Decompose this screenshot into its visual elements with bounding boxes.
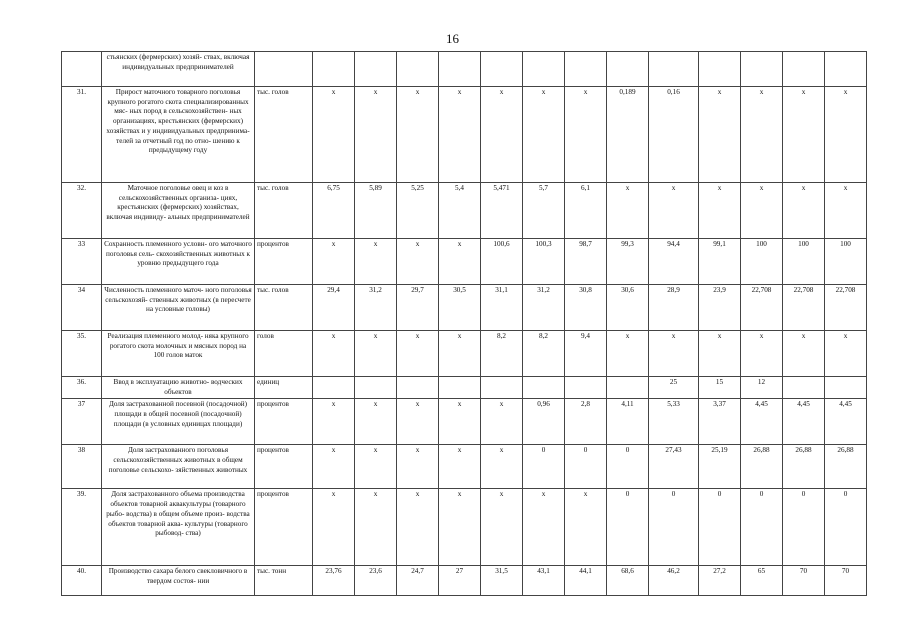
value-cell: x xyxy=(397,87,439,183)
value-cell xyxy=(439,377,481,399)
value-cell: x xyxy=(649,331,699,377)
value-cell: x xyxy=(565,489,607,566)
page-number: 16 xyxy=(446,31,459,46)
value-cell: 24,7 xyxy=(397,566,439,596)
value-cell xyxy=(607,52,649,87)
value-cell: 65 xyxy=(741,566,783,596)
value-cell: 0 xyxy=(825,489,867,566)
value-cell: 25 xyxy=(649,377,699,399)
value-cell: x xyxy=(397,445,439,489)
value-cell: 29,7 xyxy=(397,285,439,331)
row-number-cell: 37 xyxy=(62,399,102,445)
value-cell: 0 xyxy=(523,445,565,489)
value-cell: x xyxy=(699,87,741,183)
value-cell xyxy=(741,52,783,87)
value-cell xyxy=(649,52,699,87)
value-cell: 31,2 xyxy=(355,285,397,331)
table-row xyxy=(62,331,867,377)
value-cell: 29,4 xyxy=(313,285,355,331)
value-cell: x xyxy=(313,445,355,489)
unit-cell: единиц xyxy=(255,377,313,399)
value-cell: 3,37 xyxy=(699,399,741,445)
value-cell: 26,88 xyxy=(783,445,825,489)
value-cell: x xyxy=(397,331,439,377)
table-row xyxy=(62,445,867,489)
value-cell xyxy=(397,377,439,399)
value-cell: x xyxy=(523,87,565,183)
value-cell: 26,88 xyxy=(741,445,783,489)
unit-cell: процентов xyxy=(255,445,313,489)
value-cell xyxy=(355,52,397,87)
value-cell: 23,76 xyxy=(313,566,355,596)
value-cell: x xyxy=(397,489,439,566)
row-number-cell: 33 xyxy=(62,239,102,285)
value-cell: 9,4 xyxy=(565,331,607,377)
indicator-name-cell: Производство сахара белого свекловичного в твердом состоя- нии xyxy=(102,566,255,596)
value-cell: 4,45 xyxy=(783,399,825,445)
value-cell: x xyxy=(481,445,523,489)
value-cell: 0 xyxy=(741,489,783,566)
value-cell: 0,96 xyxy=(523,399,565,445)
indicator-name-cell: Реализация племенного молод- няка крупного рогатого скота молочных и мясных пород на 100 голов маток xyxy=(102,331,255,377)
value-cell: 99,1 xyxy=(699,239,741,285)
value-cell: x xyxy=(439,445,481,489)
value-cell: 15 xyxy=(699,377,741,399)
value-cell: x xyxy=(481,87,523,183)
value-cell: x xyxy=(649,183,699,239)
value-cell: 30,6 xyxy=(607,285,649,331)
value-cell: 5,25 xyxy=(397,183,439,239)
value-cell: x xyxy=(313,239,355,285)
value-cell: x xyxy=(783,87,825,183)
value-cell: x xyxy=(439,331,481,377)
value-cell: 0 xyxy=(565,445,607,489)
value-cell: x xyxy=(825,87,867,183)
indicators-table xyxy=(61,51,867,596)
unit-cell: тыс. голов xyxy=(255,285,313,331)
table-body xyxy=(62,52,867,596)
value-cell: 22,708 xyxy=(783,285,825,331)
value-cell: x xyxy=(565,87,607,183)
value-cell: 22,708 xyxy=(741,285,783,331)
value-cell xyxy=(397,52,439,87)
value-cell: 100,6 xyxy=(481,239,523,285)
value-cell xyxy=(313,52,355,87)
value-cell: 100 xyxy=(825,239,867,285)
value-cell: 0 xyxy=(783,489,825,566)
value-cell: x xyxy=(439,489,481,566)
value-cell: 27 xyxy=(439,566,481,596)
value-cell xyxy=(481,52,523,87)
value-cell: x xyxy=(355,331,397,377)
value-cell: 6,75 xyxy=(313,183,355,239)
value-cell: x xyxy=(741,183,783,239)
value-cell: 99,3 xyxy=(607,239,649,285)
value-cell xyxy=(783,52,825,87)
value-cell: x xyxy=(607,183,649,239)
value-cell: 0 xyxy=(649,489,699,566)
value-cell: x xyxy=(783,331,825,377)
value-cell: 70 xyxy=(825,566,867,596)
row-number-cell: 31. xyxy=(62,87,102,183)
value-cell: x xyxy=(397,239,439,285)
value-cell: x xyxy=(313,489,355,566)
value-cell: 8,2 xyxy=(523,331,565,377)
value-cell: x xyxy=(355,399,397,445)
value-cell: 68,6 xyxy=(607,566,649,596)
value-cell: 4,11 xyxy=(607,399,649,445)
value-cell xyxy=(699,52,741,87)
value-cell: x xyxy=(783,183,825,239)
unit-cell: тыс. тонн xyxy=(255,566,313,596)
value-cell xyxy=(355,377,397,399)
value-cell: 31,2 xyxy=(523,285,565,331)
indicator-name-cell: Доля застрахованной посевной (посадочной) площади в общей посевной (посадочной) площади (в условных единицах площади) xyxy=(102,399,255,445)
value-cell: x xyxy=(397,399,439,445)
unit-cell: тыс. голов xyxy=(255,183,313,239)
value-cell: x xyxy=(825,331,867,377)
value-cell: 5,33 xyxy=(649,399,699,445)
table-row xyxy=(62,489,867,566)
value-cell: 27,2 xyxy=(699,566,741,596)
row-number-cell xyxy=(62,52,102,87)
value-cell xyxy=(313,377,355,399)
value-cell xyxy=(523,377,565,399)
unit-cell: голов xyxy=(255,331,313,377)
value-cell: 98,7 xyxy=(565,239,607,285)
value-cell: 28,9 xyxy=(649,285,699,331)
value-cell: x xyxy=(523,489,565,566)
unit-cell: процентов xyxy=(255,489,313,566)
indicator-name-cell: стьянских (фермерских) хозяй- ствах, включая индивидуальных предпринимателей xyxy=(102,52,255,87)
value-cell: 23,6 xyxy=(355,566,397,596)
value-cell xyxy=(783,377,825,399)
value-cell: 30,8 xyxy=(565,285,607,331)
value-cell: 25,19 xyxy=(699,445,741,489)
value-cell: 5,89 xyxy=(355,183,397,239)
value-cell: x xyxy=(699,331,741,377)
value-cell: 0 xyxy=(699,489,741,566)
value-cell: 100 xyxy=(783,239,825,285)
value-cell: x xyxy=(439,87,481,183)
value-cell: 100 xyxy=(741,239,783,285)
value-cell: x xyxy=(481,399,523,445)
value-cell: x xyxy=(355,239,397,285)
value-cell: 31,5 xyxy=(481,566,523,596)
indicator-name-cell: Прирост маточного товарного поголовья крупного рогатого скота специализированных мяс- ных пород в сельскохозяйствен- ных организациях, крестьянских (фермерских) хозяйствах и у индивидуальных предпринима- телей за отчетный год по отно- шению к предыдущему году xyxy=(102,87,255,183)
value-cell: x xyxy=(355,489,397,566)
value-cell xyxy=(481,377,523,399)
table-row xyxy=(62,566,867,596)
value-cell: x xyxy=(355,445,397,489)
unit-cell: процентов xyxy=(255,239,313,285)
value-cell: x xyxy=(439,239,481,285)
value-cell: 4,45 xyxy=(741,399,783,445)
value-cell: 27,43 xyxy=(649,445,699,489)
value-cell: 94,4 xyxy=(649,239,699,285)
value-cell: x xyxy=(313,87,355,183)
row-number-cell: 38 xyxy=(62,445,102,489)
value-cell: 6,1 xyxy=(565,183,607,239)
value-cell: 31,1 xyxy=(481,285,523,331)
value-cell: x xyxy=(607,331,649,377)
value-cell xyxy=(825,377,867,399)
unit-cell: тыс. голов xyxy=(255,87,313,183)
value-cell: x xyxy=(825,183,867,239)
table-row xyxy=(62,285,867,331)
indicator-name-cell: Ввод в эксплуатацию животно- водческих объектов xyxy=(102,377,255,399)
value-cell xyxy=(565,52,607,87)
indicator-name-cell: Численность племенного маточ- ного поголовья сельскохозяй- ственных животных (в пересчете на условные головы) xyxy=(102,285,255,331)
table-row xyxy=(62,87,867,183)
value-cell: x xyxy=(355,87,397,183)
value-cell: 0,16 xyxy=(649,87,699,183)
value-cell: 23,9 xyxy=(699,285,741,331)
unit-cell xyxy=(255,52,313,87)
value-cell xyxy=(439,52,481,87)
row-number-cell: 35. xyxy=(62,331,102,377)
row-number-cell: 40. xyxy=(62,566,102,596)
value-cell: 0 xyxy=(607,445,649,489)
value-cell: 0,189 xyxy=(607,87,649,183)
table-row xyxy=(62,399,867,445)
table-row xyxy=(62,239,867,285)
value-cell: x xyxy=(439,399,481,445)
value-cell: 70 xyxy=(783,566,825,596)
value-cell: 5,4 xyxy=(439,183,481,239)
value-cell: 43,1 xyxy=(523,566,565,596)
value-cell: 100,3 xyxy=(523,239,565,285)
row-number-cell: 36. xyxy=(62,377,102,399)
row-number-cell: 39. xyxy=(62,489,102,566)
indicator-name-cell: Доля застрахованного поголовья сельскохозяйственных животных в общем поголовье сельскохо- зяйственных животных xyxy=(102,445,255,489)
value-cell: 30,5 xyxy=(439,285,481,331)
value-cell: 4,45 xyxy=(825,399,867,445)
value-cell: x xyxy=(313,331,355,377)
value-cell xyxy=(565,377,607,399)
value-cell: 44,1 xyxy=(565,566,607,596)
table-row xyxy=(62,377,867,399)
value-cell: x xyxy=(313,399,355,445)
row-number-cell: 34 xyxy=(62,285,102,331)
value-cell: x xyxy=(481,489,523,566)
value-cell: 0 xyxy=(607,489,649,566)
row-number-cell: 32. xyxy=(62,183,102,239)
unit-cell: процентов xyxy=(255,399,313,445)
value-cell: 5,471 xyxy=(481,183,523,239)
table-row xyxy=(62,52,867,87)
value-cell xyxy=(523,52,565,87)
value-cell: 8,2 xyxy=(481,331,523,377)
table-row xyxy=(62,183,867,239)
indicator-name-cell: Маточное поголовье овец и коз в сельскохозяйственных организа- циях, крестьянских (фермерских) хозяйствах, включая индивиду- альных предпринимателей xyxy=(102,183,255,239)
value-cell: 5,7 xyxy=(523,183,565,239)
value-cell: 26,88 xyxy=(825,445,867,489)
value-cell: x xyxy=(699,183,741,239)
value-cell: 46,2 xyxy=(649,566,699,596)
value-cell: x xyxy=(741,331,783,377)
value-cell: 12 xyxy=(741,377,783,399)
indicator-name-cell: Доля застрахованного объема производства объектов товарной аквакультуры (товарного рыбо- водства) в общем объеме произ- водства объектов товарной аква- культуры (товарного рыбовод- ства) xyxy=(102,489,255,566)
value-cell: 22,708 xyxy=(825,285,867,331)
value-cell: x xyxy=(741,87,783,183)
value-cell xyxy=(825,52,867,87)
value-cell: 2,8 xyxy=(565,399,607,445)
indicator-name-cell: Сохранность племенного условн- ого маточного поголовья сель- скохозяйственных животных к уровню предыдущего года xyxy=(102,239,255,285)
value-cell xyxy=(607,377,649,399)
